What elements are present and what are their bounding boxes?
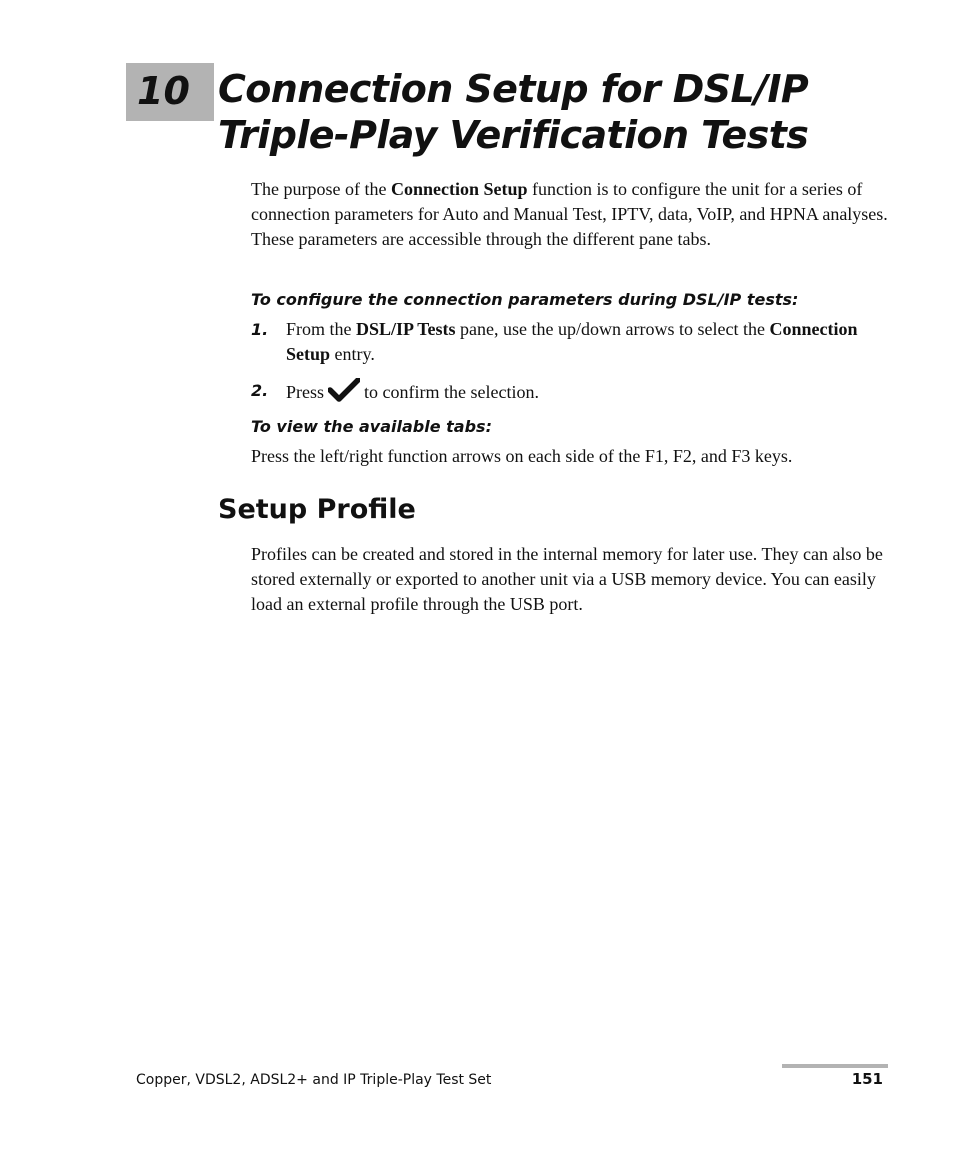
connection-setup-term: Connection Setup	[390, 179, 528, 199]
chapter-title	[218, 66, 918, 158]
chapter-number: 10	[137, 69, 190, 113]
procedure-step-2	[251, 378, 891, 405]
step-text: From the DSL/IP Tests pane, use the up/down arrows to select the Connection Setup entry.	[286, 319, 858, 364]
intro-paragraph: The purpose of the Connection Setup function is to configure the unit for a series of connection parameters for Auto and Manual Test, IPTV, data, VoIP, and HPNA analyses. These parameters are accessible through the different pane tabs.	[251, 179, 888, 249]
procedure-text-view-tabs: Press the left/right function arrows on each side of the F1, F2, and F3 keys.	[251, 446, 793, 466]
footer-rule	[782, 1064, 888, 1068]
footer-product-name: Copper, VDSL2, ADSL2+ and IP Triple-Play Test Set	[136, 1072, 492, 1088]
chapter-title-line-2: Triple-Play Verification Tests	[218, 113, 809, 157]
procedure-step-1	[251, 317, 891, 367]
page-number: 151	[851, 1070, 883, 1088]
procedure-heading-view-tabs: To view the available tabs:	[251, 417, 492, 436]
step-text: Press to confirm the selection.	[286, 378, 891, 405]
section-title: Setup Profile	[218, 494, 416, 525]
chapter-title-line-1: Connection Setup for DSL/IP	[218, 67, 809, 111]
checkmark-icon	[328, 378, 360, 402]
procedure-heading-configure: To configure the connection parameters during DSL/IP tests:	[251, 290, 799, 309]
step-number: 2.	[251, 381, 269, 400]
section-paragraph: Profiles can be created and stored in the internal memory for later use. They can also be stored externally or exported to another unit via a USB memory device. You can easily load an external profile through the USB port.	[251, 544, 883, 614]
step-number: 1.	[251, 320, 269, 339]
